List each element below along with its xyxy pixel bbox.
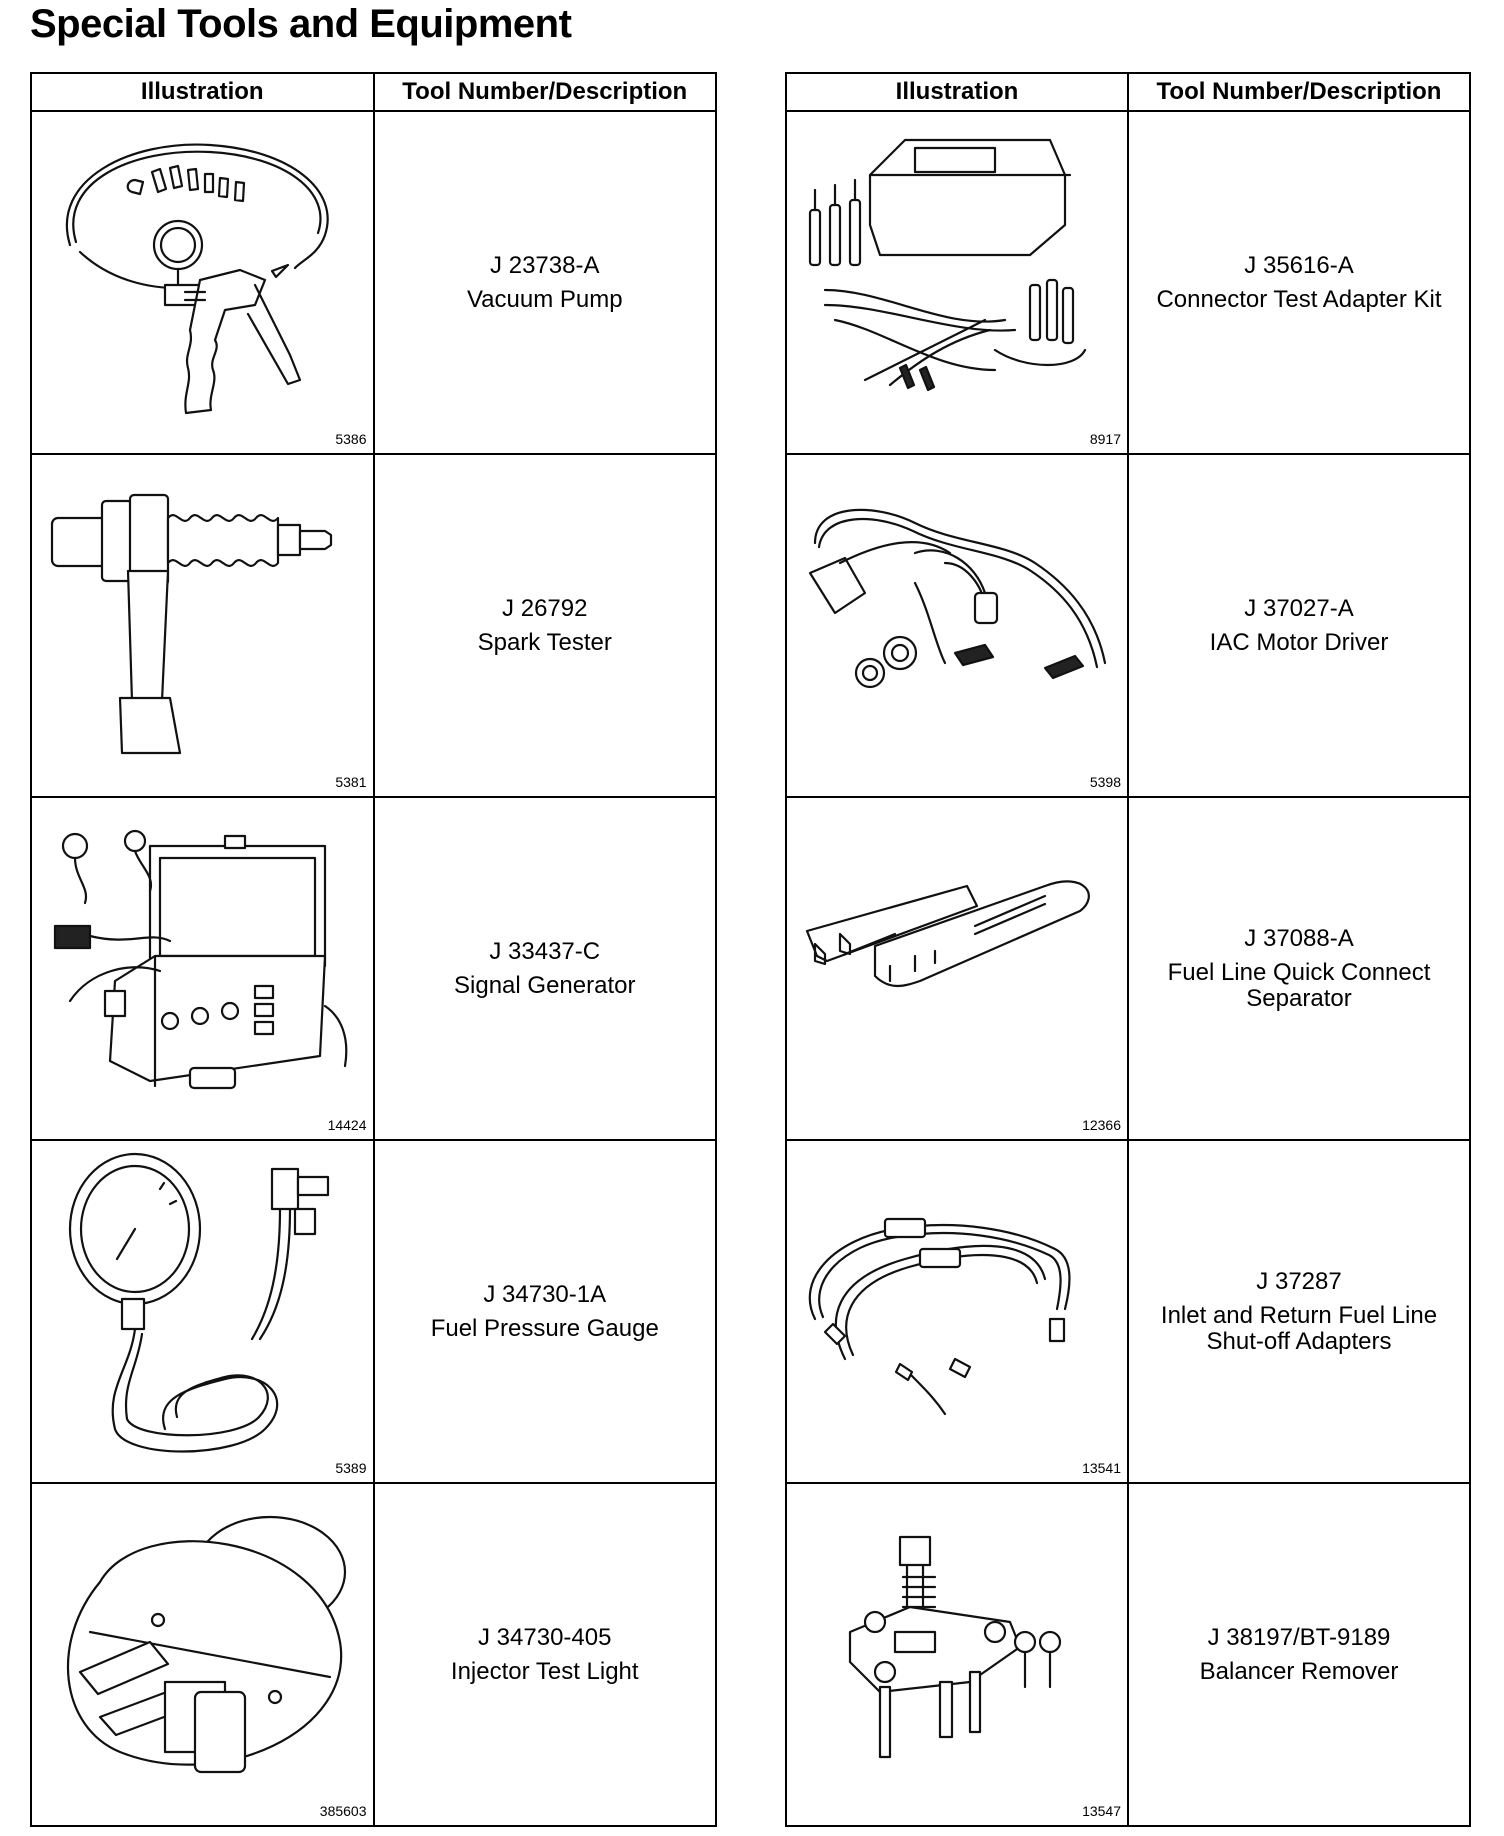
connector-test-adapter-kit-icon: [795, 120, 1115, 425]
tool-description: Connector Test Adapter Kit: [1156, 285, 1442, 313]
spark-tester-icon: [40, 463, 360, 768]
tool-number: J 33437-C: [489, 937, 601, 965]
illustration-cell: [31, 1140, 374, 1483]
tool-number: J 37287: [1256, 1267, 1342, 1295]
tool-description: Injector Test Light: [450, 1657, 639, 1685]
figure-number: 13547: [1082, 1803, 1121, 1819]
figure-number: 8917: [1089, 431, 1121, 447]
iac-motor-driver-icon: [795, 463, 1115, 768]
tool-description: Vacuum Pump: [466, 285, 623, 313]
header-illustration: Illustration: [786, 73, 1128, 111]
illustration-cell: [31, 797, 374, 1140]
figure-number: 5389: [335, 1460, 367, 1476]
tool-description: Signal Generator: [454, 971, 636, 999]
tool-description-cell: [374, 797, 717, 1140]
shut-off-adapters-icon: [795, 1149, 1115, 1454]
tool-number: J 26792: [502, 594, 588, 622]
tool-description-cell: [1128, 797, 1470, 1140]
balancer-remover-icon: [795, 1492, 1115, 1797]
tool-description-cell: [1128, 454, 1470, 797]
figure-number: 5381: [335, 774, 367, 790]
tool-description: IAC Motor Driver: [1209, 628, 1389, 656]
table-row: [786, 454, 1470, 797]
tool-number: J 34730-1A: [483, 1280, 607, 1308]
figure-number: 14424: [327, 1117, 367, 1133]
figure-number: 5398: [1089, 774, 1121, 790]
figure-number: 13541: [1082, 1460, 1121, 1476]
header-tool-number: Tool Number/Description: [374, 73, 717, 111]
page-title: Special Tools and Equipment: [30, 2, 572, 46]
table-row: [31, 454, 716, 797]
illustration-cell: [786, 797, 1128, 1140]
figure-number: 385603: [319, 1803, 367, 1819]
table-row: [786, 1483, 1470, 1826]
illustration-cell: [31, 111, 374, 454]
tool-description-cell: [374, 1483, 717, 1826]
fuel-pressure-gauge-icon: [40, 1149, 360, 1454]
injector-test-light-icon: [40, 1492, 360, 1797]
illustration-cell: [31, 1483, 374, 1826]
illustration-cell: [31, 454, 374, 797]
tool-description: Fuel Line Quick Connect Separator: [1167, 958, 1431, 1012]
tool-number: J 38197/BT-9189: [1207, 1623, 1391, 1651]
quick-connect-separator-icon: [795, 806, 1115, 1111]
header-row: [31, 73, 716, 111]
table-row: [786, 111, 1470, 454]
table-row: [786, 797, 1470, 1140]
tool-description: Spark Tester: [477, 628, 612, 656]
signal-generator-icon: [40, 806, 360, 1111]
table-row: [31, 111, 716, 454]
header-row: [786, 73, 1470, 111]
table-row: [786, 1140, 1470, 1483]
tool-number: J 34730-405: [478, 1623, 612, 1651]
tool-number: J 37027-A: [1244, 594, 1354, 622]
header-tool-number: Tool Number/Description: [1128, 73, 1470, 111]
table-row: [31, 1483, 716, 1826]
tool-number: J 37088-A: [1244, 924, 1354, 952]
illustration-cell: [786, 1483, 1128, 1826]
tool-description: Balancer Remover: [1199, 1657, 1399, 1685]
tool-number: J 23738-A: [490, 251, 600, 279]
tool-description: Fuel Pressure Gauge: [430, 1314, 659, 1342]
tools-table-right: [785, 72, 1471, 1827]
table-row: [31, 797, 716, 1140]
illustration-cell: [786, 1140, 1128, 1483]
vacuum-pump-icon: [40, 120, 360, 425]
tool-description-cell: [1128, 1140, 1470, 1483]
tool-description-cell: [1128, 111, 1470, 454]
header-illustration: Illustration: [31, 73, 374, 111]
tool-description-cell: [374, 111, 717, 454]
illustration-cell: [786, 454, 1128, 797]
tool-description: Inlet and Return Fuel Line Shut-off Adapters: [1160, 1301, 1438, 1355]
table-row: [31, 1140, 716, 1483]
figure-number: 5386: [335, 431, 367, 447]
tool-description-cell: [374, 454, 717, 797]
illustration-cell: [786, 111, 1128, 454]
tool-number: J 35616-A: [1244, 251, 1354, 279]
tool-description-cell: [1128, 1483, 1470, 1826]
figure-number: 12366: [1082, 1117, 1121, 1133]
tool-description-cell: [374, 1140, 717, 1483]
tools-table-left: [30, 72, 717, 1827]
